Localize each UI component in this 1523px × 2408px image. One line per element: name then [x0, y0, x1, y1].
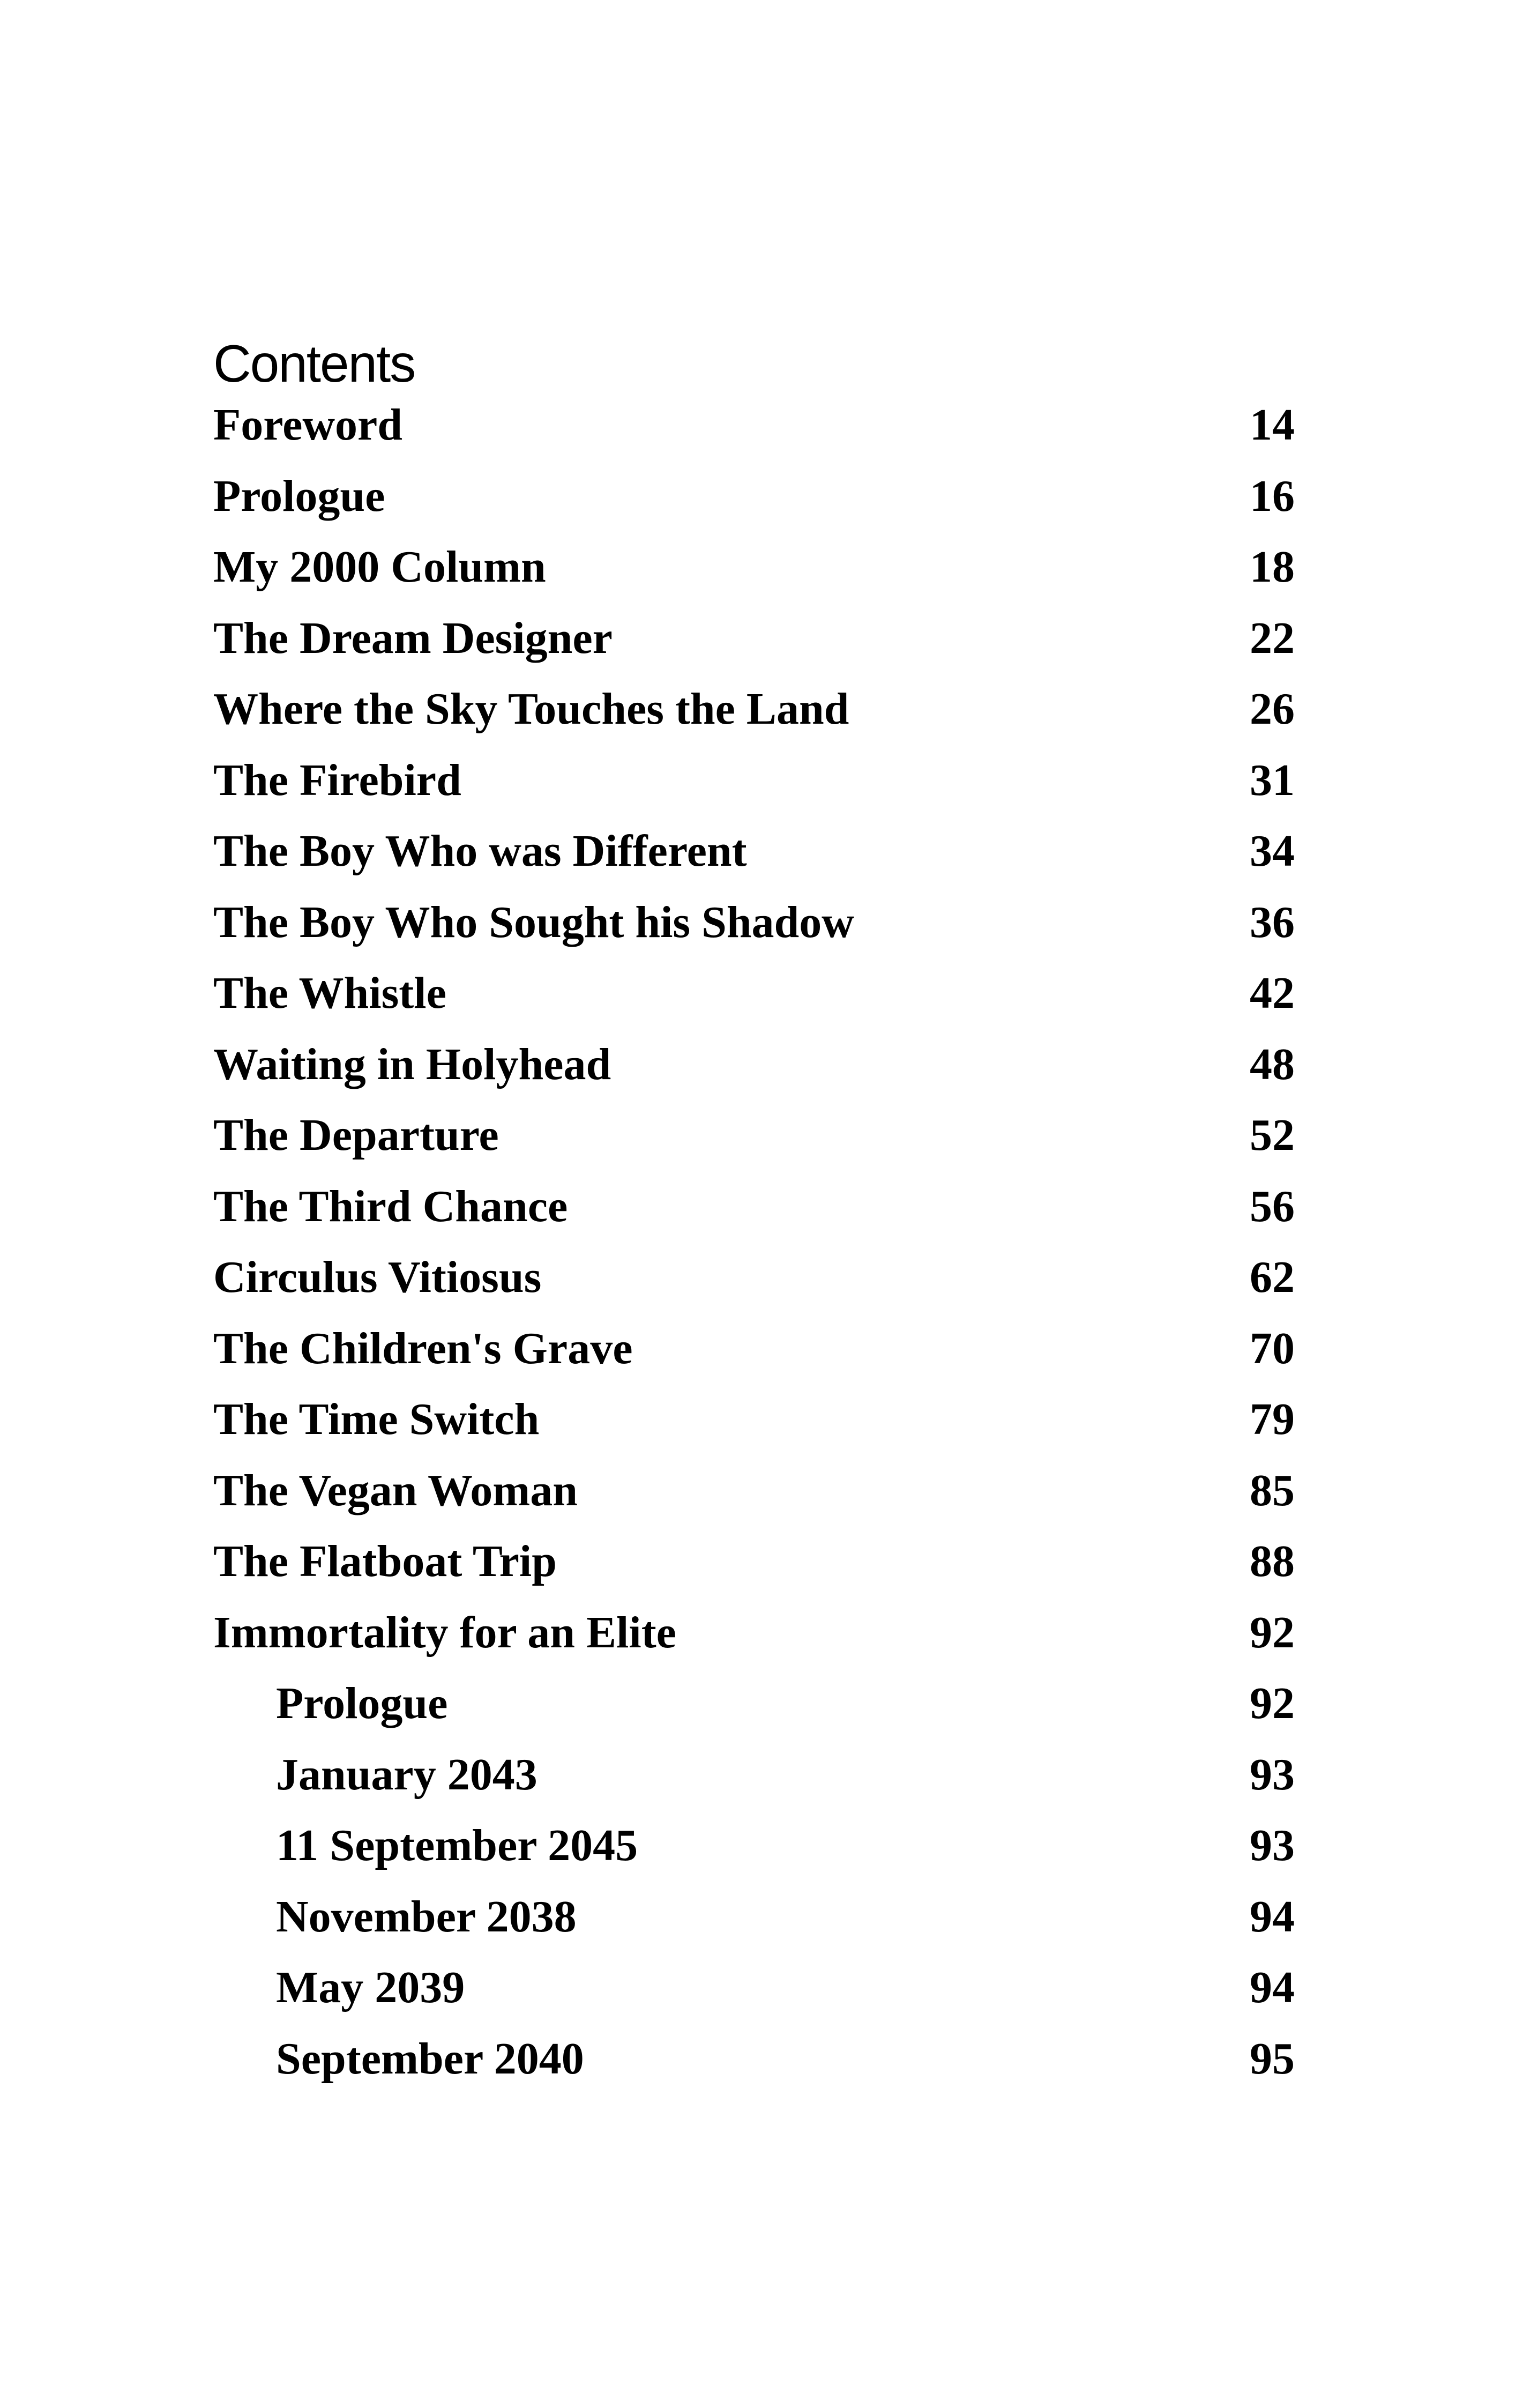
toc-entry-page-number: 92	[1250, 1607, 1295, 1658]
toc-entry	[213, 819, 1295, 890]
toc-entry-title: Where the Sky Touches the Land	[213, 684, 849, 734]
toc-entry-title: Prologue	[213, 471, 385, 521]
page-title: Contents	[213, 334, 415, 393]
toc-entry	[213, 606, 1295, 678]
toc-entry-title: 11 September 2045	[276, 1820, 638, 1870]
toc-entry	[213, 1032, 1295, 1104]
toc-entry	[213, 961, 1295, 1032]
toc-entry-title: January 2043	[276, 1749, 537, 1800]
toc-entry	[213, 1814, 1295, 1885]
toc-entry-title: The Whistle	[213, 968, 446, 1018]
toc-entry-title: The Flatboat Trip	[213, 1536, 557, 1586]
toc-entry-page-number: 31	[1250, 755, 1295, 805]
toc-entry-page-number: 88	[1250, 1536, 1295, 1586]
toc-entry	[213, 1245, 1295, 1317]
toc-entry-title: The Departure	[213, 1110, 499, 1160]
toc-entry-page-number: 34	[1250, 826, 1295, 876]
toc-entry-title: Immortality for an Elite	[213, 1607, 676, 1658]
toc-entry-title: The Time Switch	[213, 1394, 540, 1444]
toc-entry-title: The Firebird	[213, 755, 461, 805]
toc-entry-page-number: 48	[1250, 1039, 1295, 1089]
toc-entry	[213, 1601, 1295, 1672]
toc-entry-title: Circulus Vitiosus	[213, 1252, 542, 1302]
toc-entry-page-number: 16	[1250, 471, 1295, 521]
toc-entry-title: The Third Chance	[213, 1181, 568, 1231]
toc-entry-page-number: 93	[1250, 1749, 1295, 1800]
toc-entry-title: My 2000 Column	[213, 542, 546, 592]
toc-entry	[213, 1103, 1295, 1175]
toc-entry	[213, 1885, 1295, 1956]
toc-entry	[213, 1175, 1295, 1246]
toc-entry-page-number: 95	[1250, 2033, 1295, 2084]
toc-entry	[213, 1529, 1295, 1601]
toc-entry-page-number: 94	[1250, 1891, 1295, 1942]
toc-entry-title: Waiting in Holyhead	[213, 1039, 611, 1089]
toc-entry-page-number: 85	[1250, 1465, 1295, 1515]
toc-entry	[213, 535, 1295, 606]
toc-entry	[213, 1743, 1295, 1814]
toc-entry-title: November 2038	[276, 1891, 577, 1942]
toc-entry	[213, 890, 1295, 962]
toc-entry-title: The Children's Grave	[213, 1323, 633, 1373]
toc-entry-page-number: 79	[1250, 1394, 1295, 1444]
toc-entry-title: September 2040	[276, 2033, 584, 2084]
toc-entry	[213, 1956, 1295, 2027]
toc-entry	[213, 1671, 1295, 1743]
toc-entry-page-number: 42	[1250, 968, 1295, 1018]
toc-entry-title: Prologue	[276, 1678, 448, 1728]
toc-entry-page-number: 62	[1250, 1252, 1295, 1302]
toc-entry-title: The Dream Designer	[213, 613, 613, 663]
toc-entry-title: The Vegan Woman	[213, 1465, 578, 1515]
toc-entry-title: The Boy Who Sought his Shadow	[213, 897, 854, 947]
toc-entry-page-number: 92	[1250, 1678, 1295, 1728]
toc-entry	[213, 748, 1295, 820]
toc-entry	[213, 393, 1295, 464]
toc-entry-page-number: 14	[1250, 400, 1295, 450]
toc-entry	[213, 1317, 1295, 1388]
toc-entry-title: May 2039	[276, 1963, 465, 2012]
toc-entry-page-number: 56	[1250, 1181, 1295, 1231]
toc-entry-page-number: 93	[1250, 1820, 1295, 1870]
toc-entry-page-number: 94	[1250, 1963, 1295, 2012]
table-of-contents	[213, 393, 1295, 2098]
toc-entry	[213, 677, 1295, 748]
toc-entry-title: Foreword	[213, 400, 403, 450]
toc-entry-page-number: 70	[1250, 1323, 1295, 1373]
toc-entry-page-number: 26	[1250, 684, 1295, 734]
toc-entry-page-number: 22	[1250, 613, 1295, 663]
toc-entry-title: The Boy Who was Different	[213, 826, 747, 876]
toc-entry-page-number: 18	[1250, 542, 1295, 592]
toc-entry	[213, 1387, 1295, 1459]
toc-entry	[213, 464, 1295, 536]
toc-entry-page-number: 36	[1250, 897, 1295, 947]
toc-entry-page-number: 52	[1250, 1110, 1295, 1160]
toc-entry	[213, 1459, 1295, 1530]
toc-entry	[213, 2027, 1295, 2098]
